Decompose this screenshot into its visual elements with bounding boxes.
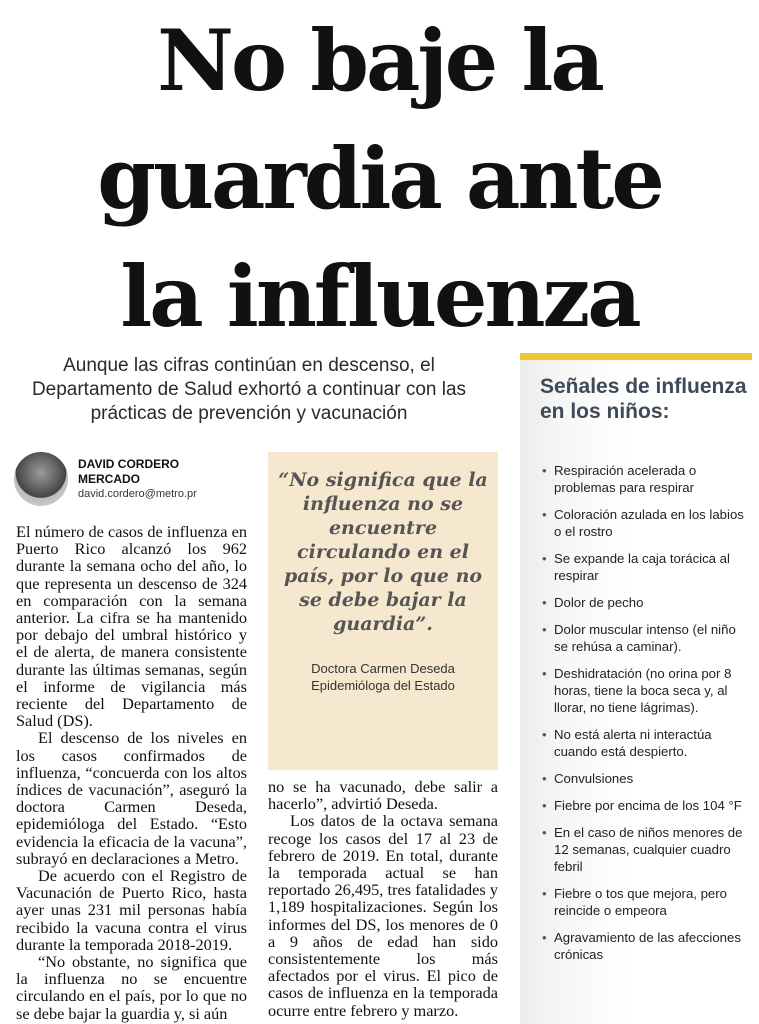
article-column-2 (268, 778, 498, 1019)
headline-line-1: No baje la (157, 11, 602, 110)
list-item: • Dolor muscular intenso (el niño se rehúsa a caminar). (542, 621, 752, 655)
author-photo (14, 452, 68, 506)
pull-quote-text: “No significa que la influenza no se encuentre circulando en el país, por lo que no se debe bajar la guardia”. (278, 469, 488, 635)
article-paragraph: “No obstante, no significa que la influenza no se encuentre circulando en el país, por lo que no se debe bajar la guardia y, si aún (16, 952, 247, 1023)
list-item: • Agravamiento de las afecciones crónicas (542, 929, 752, 963)
symptom-list (542, 462, 752, 973)
article-paragraph: El número de casos de influenza en Puerto Rico alcanzó los 962 durante la semana ocho del año, lo que representa un descenso de 324 en comparación con la semana anterior. La cifra se ha mantenido por debajo del umbral histórico y el de alerta, de manera consistente durante las últimas semanas, según el informe de vigilancia más reciente del Departamento de Salud (DS). (16, 522, 247, 731)
article-paragraph: El descenso de los niveles en los casos confirmados de influenza, “concuerda con los altos índices de vacunación”, aseguró la doctora Carmen Deseda, epidemióloga del Estado. “Esto evidencia la eficacia de la vacuna”, subrayó en declaraciones a Metro. (16, 728, 247, 868)
author-email[interactable]: david.cordero@metro.pr (78, 488, 197, 500)
pull-quote-source-name: Doctora Carmen Deseda (311, 661, 455, 676)
article-column-1 (16, 523, 247, 1022)
list-item: • Convulsiones (542, 770, 752, 787)
sidebar-title: Señales de influenza en los niños: (540, 375, 747, 423)
pull-quote-source-title: Epidemióloga del Estado (311, 678, 455, 693)
list-item: • En el caso de niños menores de 12 semanas, cualquier cuadro febril (542, 824, 752, 875)
list-item: • Respiración acelerada o problemas para respirar (542, 462, 752, 496)
list-item: • Se expande la caja torácica al respirar (542, 550, 752, 584)
pull-quote (268, 452, 498, 770)
pull-quote-attribution (278, 660, 488, 694)
subheadline: Aunque las cifras continúan en descenso, el Departamento de Salud exhortó a continuar con las prácticas de prevención y vacunación (31, 355, 467, 424)
article-paragraph: De acuerdo con el Registro de Vacunación de Puerto Rico, hasta ayer unas 231 mil personas había recibido la vacuna contra el virus durante la temporada 2018-2019. (16, 866, 247, 954)
author-name (78, 457, 179, 487)
sidebar-box (520, 360, 759, 1024)
list-item: • Dolor de pecho (542, 594, 752, 611)
article-paragraph: Los datos de la octava semana recoge los casos del 17 al 23 de febrero de 2019. En total, durante la temporada actual se han reportado 26,495, tres fatalidades y 1,189 hospitalizaciones. Según los informes del DS, los menores de 0 a 9 años de edad han sido consistentemente los más afectados por el virus. El pico de casos de influenza en la temporada ocurre entre febrero y marzo. (268, 811, 498, 1020)
headline-line-2: guardia ante (97, 129, 662, 228)
sidebar-accent-bar (520, 353, 752, 360)
author-name-line-2: MERCADO (78, 472, 140, 486)
list-item: • Fiebre por encima de los 104 °F (542, 797, 752, 814)
list-item: • Coloración azulada en los labios o el rostro (542, 506, 752, 540)
article-paragraph: no se ha vacunado, debe salir a hacerlo”, advirtió Deseda. (268, 777, 498, 814)
list-item: • Fiebre o tos que mejora, pero reincide o empeora (542, 885, 752, 919)
byline (14, 452, 254, 508)
list-item: • No está alerta ni interactúa cuando está despierto. (542, 726, 752, 760)
author-name-line-1: DAVID CORDERO (78, 457, 180, 471)
list-item: • Deshidratación (no orina por 8 horas, tiene la boca seca y, al llorar, no tiene lágrimas). (542, 665, 752, 716)
headline (0, 2, 759, 356)
headline-line-3: la influenza (120, 247, 639, 346)
